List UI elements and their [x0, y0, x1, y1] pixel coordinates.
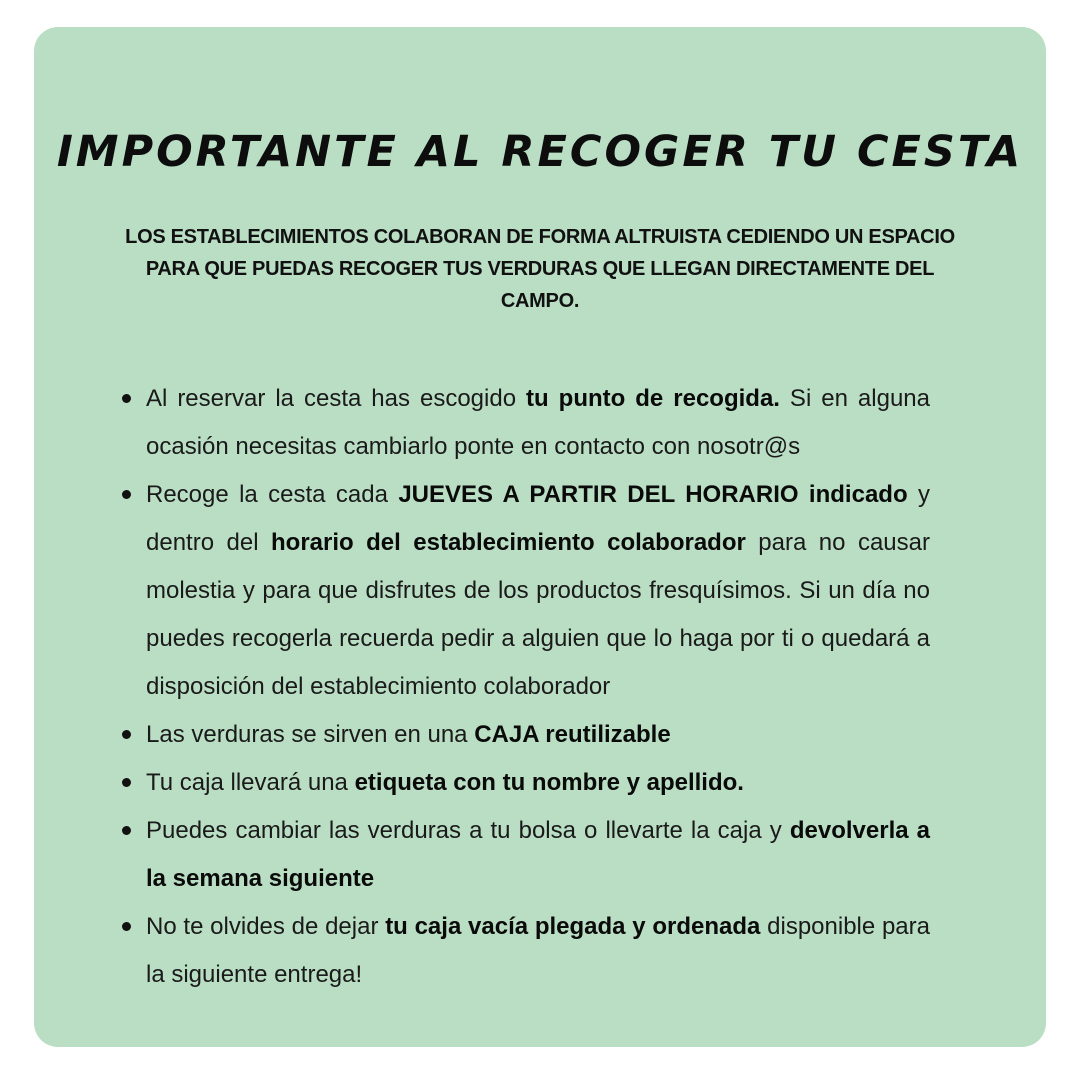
instructions-list [122, 375, 930, 999]
item-bold-text: JUEVES A PARTIR DEL HORARIO indicado [398, 481, 908, 508]
list-item [122, 375, 930, 471]
page-title: IMPORTANTE AL RECOGER TU CESTA [56, 127, 1024, 177]
item-bold-text: etiqueta con tu nombre y apellido. [354, 769, 744, 796]
item-text: Las verduras se sirven en una [146, 721, 475, 748]
list-item [122, 471, 930, 711]
item-text: y dentro del [146, 481, 930, 556]
item-text: Recoge la cesta cada [146, 481, 399, 508]
item-text: para no causar molestia y para que disfrutes de los productos fresquísimos. Si un día no puedes recogerla recuerda pedir a alguien que lo haga por ti o quedará a disposición del establecimiento colaborador [146, 529, 930, 700]
item-text: Si en alguna ocasión necesitas cambiarlo ponte en contacto con nosotr@s [146, 385, 930, 460]
item-text: Al reservar la cesta has escogido [146, 385, 527, 412]
item-text: Puedes cambiar las verduras a tu bolsa o llevarte la caja y [146, 817, 790, 844]
list-item [122, 759, 930, 807]
item-bold-text: devolverla a la semana siguiente [146, 817, 930, 892]
list-item [122, 711, 930, 759]
item-bold-text: horario del establecimiento colaborador [271, 529, 746, 556]
list-item [122, 903, 930, 999]
info-card [34, 27, 1046, 1047]
list-item [122, 807, 930, 903]
item-text: Tu caja llevará una [146, 769, 355, 796]
subtitle: LOS ESTABLECIMIENTOS COLABORAN DE FORMA ALTRUISTA CEDIENDO UN ESPACIO PARA QUE PUEDAS RECOGER TUS VERDURAS QUE LLEGAN DIRECTAMENTE DEL CAMPO. [125, 226, 955, 312]
item-bold-text: tu punto de recogida. [526, 385, 780, 412]
item-text: disponible para la siguiente entrega! [146, 913, 930, 988]
item-text: No te olvides de dejar [146, 913, 386, 940]
item-bold-text: CAJA reutilizable [474, 721, 671, 748]
item-bold-text: tu caja vacía plegada y ordenada [385, 913, 761, 940]
